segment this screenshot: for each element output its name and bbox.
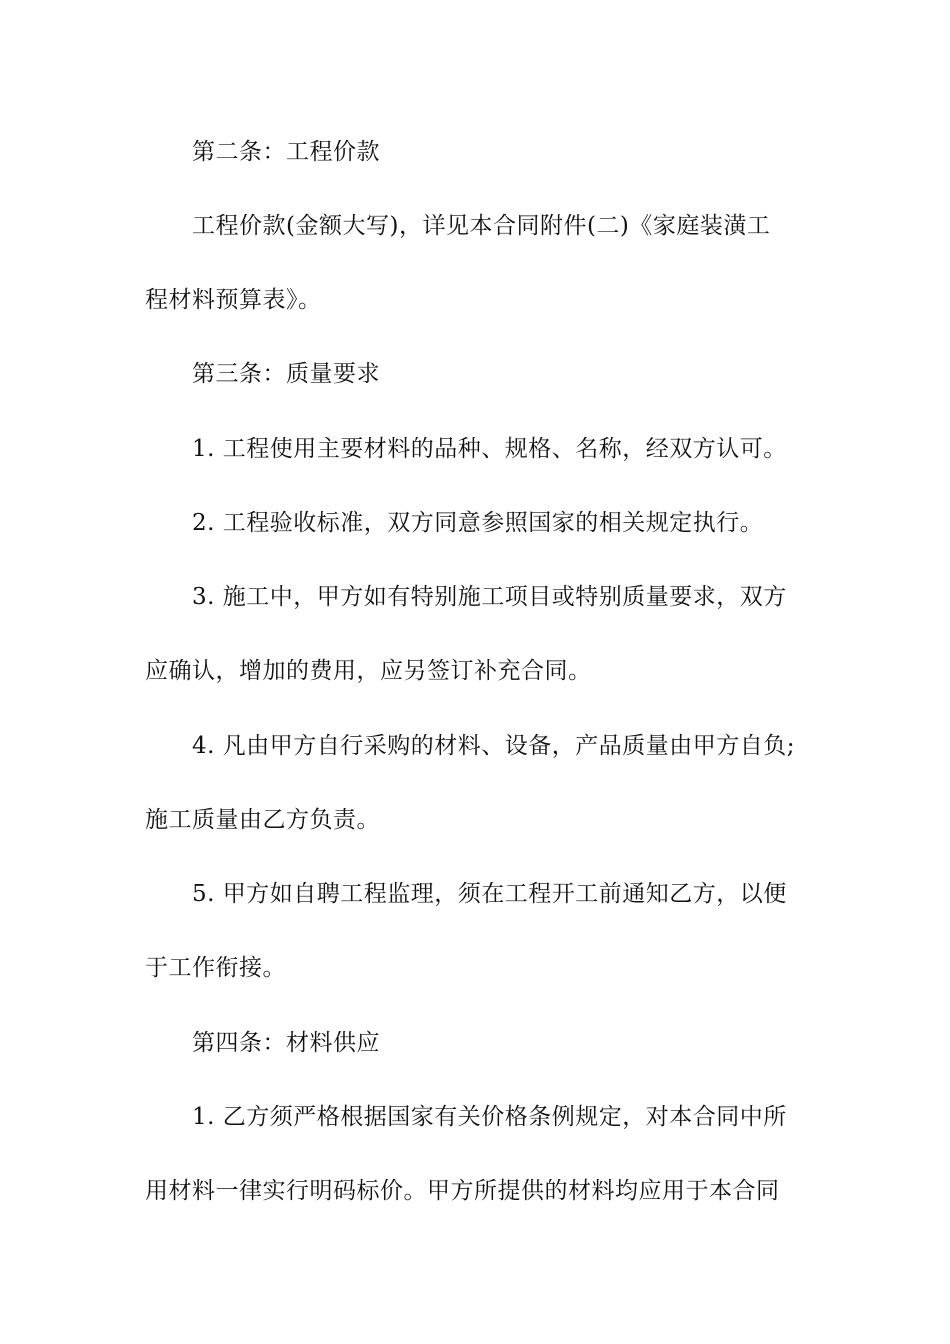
paragraph-line: 程材料预算表》。 <box>145 287 322 313</box>
heading-article-2: 第二条：工程价款 <box>192 139 380 165</box>
paragraph-line: 于工作衔接。 <box>145 955 286 981</box>
list-item-line: 4. 凡由甲方自行采购的材料、设备，产品质量由甲方自负; <box>192 733 796 759</box>
paragraph-line: 工程价款(金额大写)，详见本合同附件(二)《家庭装潢工 <box>192 213 771 239</box>
paragraph-line: 应确认，增加的费用，应另签订补充合同。 <box>145 658 592 684</box>
list-item-line: 5. 甲方如自聘工程监理，须在工程开工前通知乙方，以便 <box>192 881 787 907</box>
paragraph-line: 施工质量由乙方负责。 <box>145 807 380 833</box>
heading-article-4: 第四条：材料供应 <box>192 1030 380 1056</box>
paragraph-line: 用材料一律实行明码标价。甲方所提供的材料均应用于本合同 <box>145 1178 780 1204</box>
list-item-line: 2. 工程验收标准，双方同意参照国家的相关规定执行。 <box>192 510 764 536</box>
list-item-line: 3. 施工中，甲方如有特别施工项目或特别质量要求，双方 <box>192 584 787 610</box>
list-item-line: 1. 乙方须严格根据国家有关价格条例规定，对本合同中所 <box>192 1104 787 1130</box>
heading-article-3: 第三条：质量要求 <box>192 361 380 387</box>
list-item-line: 1. 工程使用主要材料的品种、规格、名称，经双方认可。 <box>192 436 787 462</box>
